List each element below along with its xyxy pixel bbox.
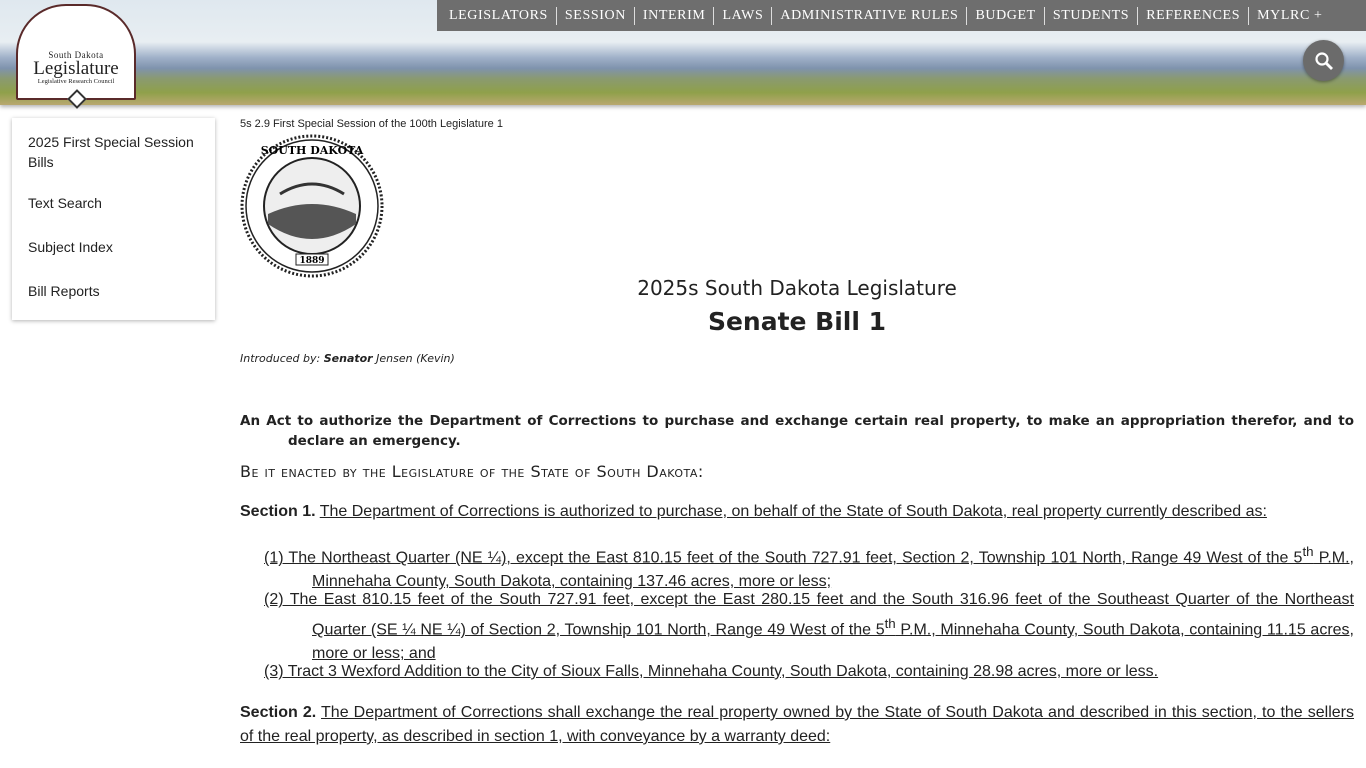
sidebar xyxy=(12,118,215,320)
nav-legislators[interactable]: LEGISLATORS xyxy=(441,7,557,25)
logo-line1: South Dakota xyxy=(48,50,104,60)
legislature-logo[interactable] xyxy=(16,4,136,100)
header-banner xyxy=(0,0,1366,105)
nav-budget[interactable]: BUDGET xyxy=(967,7,1044,25)
great-seal-icon xyxy=(240,134,384,278)
section-1-label: Section 1. xyxy=(240,503,316,520)
enacting-clause: Be it enacted by the Legislature of the State of South Dakota: xyxy=(240,462,704,481)
logo-line2: Legislature xyxy=(33,58,119,79)
nav-interim[interactable]: INTERIM xyxy=(635,7,715,25)
search-button[interactable] xyxy=(1303,40,1344,81)
sidebar-item-bill-reports[interactable]: Bill Reports xyxy=(28,283,100,299)
top-nav xyxy=(437,0,1366,31)
item-2-text: (2) The East 810.15 feet of the South 727.91 feet, except the East 280.15 feet and the South 316.96 feet of the Southeast Quarter of the Northeast Quarter (SE ¼ NE ¼) of Section 2, Township 101 North, Range 49 West of the 5 xyxy=(264,591,1354,639)
item-1-sup: th xyxy=(1302,544,1314,559)
intro-title: Senator xyxy=(323,352,373,365)
logo-line3: Legislative Research Council xyxy=(37,78,115,85)
section-2 xyxy=(240,701,1354,749)
intro-label: Introduced by: xyxy=(240,352,321,365)
sidebar-item-bills[interactable]: 2025 First Special Session Bills xyxy=(28,134,194,170)
nav-laws[interactable]: LAWS xyxy=(714,7,772,25)
section-1 xyxy=(240,500,1354,524)
legislature-title: 2025s South Dakota Legislature xyxy=(637,276,957,300)
svg-text:1889: 1889 xyxy=(299,256,325,266)
sponsor-name[interactable]: Jensen (Kevin) xyxy=(376,352,455,365)
svg-text:SOUTH DAKOTA: SOUTH DAKOTA xyxy=(260,144,364,157)
nav-references[interactable]: REFERENCES xyxy=(1138,7,1249,25)
sidebar-item-subject-index[interactable]: Subject Index xyxy=(28,239,113,255)
section-1-item-3: (3) Tract 3 Wexford Addition to the City of Sioux Falls, Minnehaha County, South Dakota, containing 28.98 acres, more or less. xyxy=(264,663,1159,680)
item-1-text: (1) The Northeast Quarter (NE ¼), except the East 810.15 feet of the South 727.91 feet, Section 2, Township 101 North, Range 49 West of the 5 xyxy=(264,549,1303,567)
document-header-line: 5s 2.9 First Special Session of the 100th Legislature 1 xyxy=(240,118,503,130)
nav-mylrc[interactable]: MYLRC + xyxy=(1257,7,1323,23)
nav-session[interactable]: SESSION xyxy=(557,7,635,25)
section-2-text: The Department of Corrections shall exchange the real property owned by the State of South Dakota and described in this section, to the sellers of the real property, as described in section 1, with conveyance by a warranty deed: xyxy=(240,704,1355,745)
section-1-text: The Department of Corrections is authorized to purchase, on behalf of the State of South Dakota, real property currently described as: xyxy=(319,503,1267,520)
nav-administrative-rules[interactable]: ADMINISTRATIVE RULES xyxy=(772,7,967,25)
section-2-label: Section 2. xyxy=(240,704,317,721)
section-1-item-1 xyxy=(264,540,1354,594)
diamond-icon xyxy=(67,89,87,109)
item-2-text-end: P.M., Minnehaha County, South Dakota, containing 11.15 acres, more or less; and xyxy=(312,621,1354,663)
sidebar-item-text-search[interactable]: Text Search xyxy=(28,195,102,211)
item-1-text-end: P.M., Minnehaha County, South Dakota, containing 137.46 acres, more or less; xyxy=(312,549,1354,591)
bill-title: Senate Bill 1 xyxy=(707,307,887,336)
search-icon xyxy=(1314,51,1334,71)
introduced-by xyxy=(240,352,455,365)
bill-document xyxy=(240,118,1355,745)
item-2-sup: th xyxy=(884,616,896,631)
nav-students[interactable]: STUDENTS xyxy=(1045,7,1138,25)
act-title: An Act to authorize the Department of Corrections to purchase and exchange certain real property, to make an appropriation therefor, and to declare an emergency. xyxy=(240,413,1354,449)
section-1-item-2 xyxy=(264,588,1354,666)
